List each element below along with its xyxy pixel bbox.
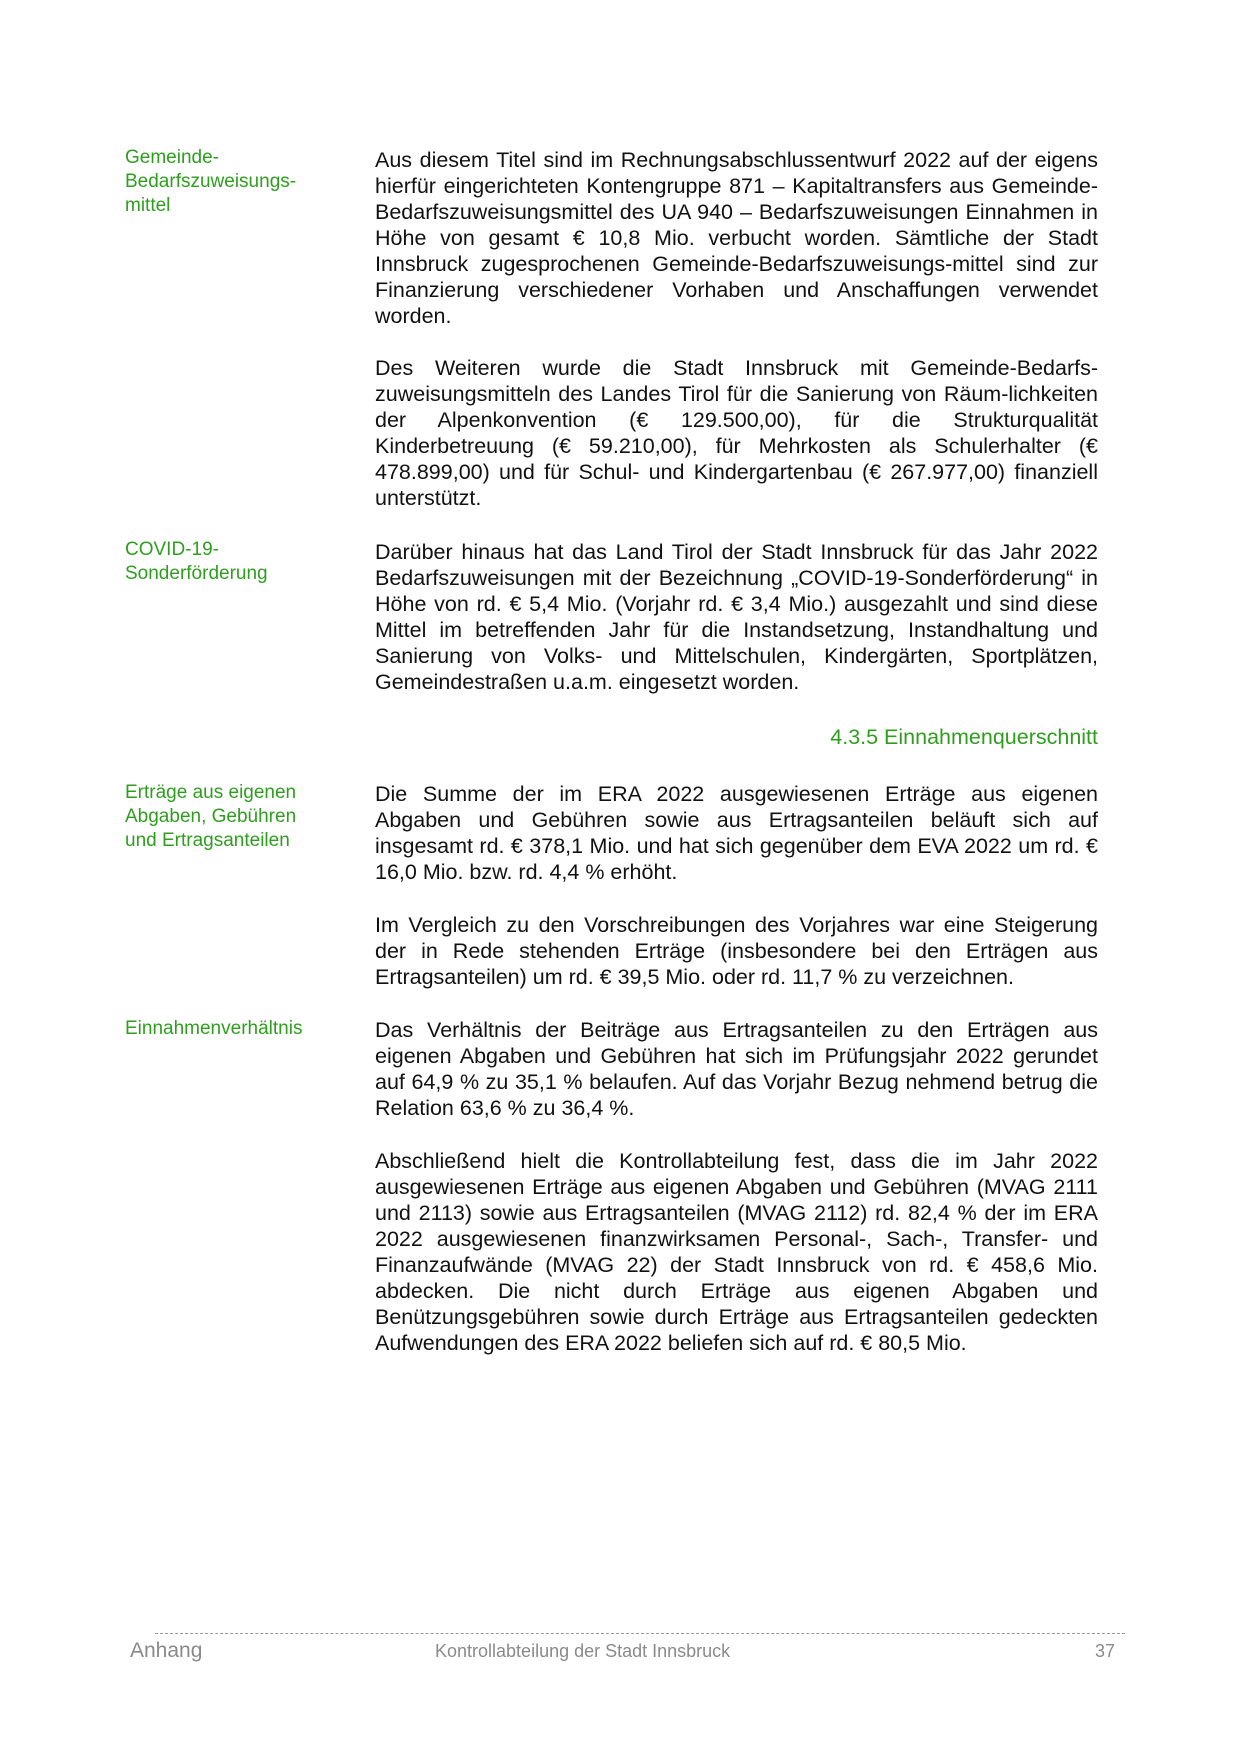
footer-organisation: Kontrollabteilung der Stadt Innsbruck [435, 1641, 731, 1661]
section-heading: 4.3.5 Einnahmenquerschnitt [830, 725, 1098, 749]
footer-divider [155, 1633, 1125, 1634]
footer-section: Anhang [130, 1639, 203, 1662]
side-note-einnahmenverhaeltnis: Einnahmenverhältnis [125, 1018, 303, 1039]
paragraph-bedarfszuweisungen: Aus diesem Titel sind im Rechnungsabschlussentwurf 2022 auf der eigens hierfür eingerichteten Kontengruppe 871 – Kapitaltransfers aus Gemeinde-Bedarfszuweisungsmittel des UA 940 – Bedarfszuweisungen Einnahmen in Höhe von gesamt € 10,8 Mio. verbucht worden. Sämtliche der Stadt Innsbruck zugesprochenen Gemeinde-Bedarfszuweisungs-mittel sind zur Finanzierung verschiedener Vorhaben und Anschaffungen verwendet worden. [375, 148, 1098, 328]
paragraph-abschluss: Abschließend hielt die Kontrollabteilung fest, dass die im Jahr 2022 ausgewiesenen Erträge aus eigenen Abgaben und Gebühren (MVAG 2111 und 2113) sowie aus Ertragsanteilen (MVAG 2112) rd. 82,4 % der im ERA 2022 ausgewiesenen finanzwirksamen Personal-, Sach-, Transfer- und Finanzaufwände (MVAG 22) der Stadt Innsbruck von rd. € 458,6 Mio. abdecken. Die nicht durch Erträge aus eigenen Abgaben und Benützungsgebühren sowie durch Erträge aus Ertragsanteilen gedeckten Aufwendungen des ERA 2022 beliefen sich auf rd. € 80,5 Mio. [375, 1149, 1098, 1355]
paragraph-verhaeltnis: Das Verhältnis der Beiträge aus Ertragsanteilen zu den Erträgen aus eigenen Abgaben und Gebühren hat sich im Prüfungsjahr 2022 gerundet auf 64,9 % zu 35,1 % belaufen. Auf das Vorjahr Bezug nehmend betrug die Relation 63,6 % zu 36,4 %. [375, 1018, 1098, 1120]
side-note-bedarfszuweisungsmittel: Gemeinde- Bedarfszuweisungs- mittel [125, 147, 297, 216]
paragraph-vergleich-vorjahr: Im Vergleich zu den Vorschreibungen des Vorjahres war eine Steigerung der in Rede stehenden Erträge (insbesondere bei den Erträgen aus Ertragsanteilen) um rd. € 39,5 Mio. oder rd. 11,7 % zu verzeichnen. [375, 913, 1098, 989]
side-note-ertraege: Erträge aus eigenen Abgaben, Gebühren und Ertragsanteilen [125, 782, 297, 851]
side-note-covid: COVID-19- Sonderförderung [125, 539, 268, 584]
paragraph-summe-ertraege: Die Summe der im ERA 2022 ausgewiesenen Erträge aus eigenen Abgaben und Gebühren sowie aus Ertragsanteilen beläuft sich auf insgesamt rd. € 378,1 Mio. und hat sich gegenüber dem EVA 2022 um rd. € 16,0 Mio. bzw. rd. 4,4 % erhöht. [375, 782, 1098, 884]
paragraph-covid-sonderfoerderung: Darüber hinaus hat das Land Tirol der Stadt Innsbruck für das Jahr 2022 Bedarfszuweisungen mit der Bezeichnung „COVID-19-Sonderförderung“ in Höhe von rd. € 5,4 Mio. (Vorjahr rd. € 3,4 Mio.) ausgezahlt und sind diese Mittel im betreffenden Jahr für die Instandsetzung, Instandhaltung und Sanierung von Volks- und Mittelschulen, Kindergärten, Sportplätzen, Gemeindestraßen u.a.m. eingesetzt worden. [375, 540, 1098, 694]
paragraph-weitere-zuweisungen: Des Weiteren wurde die Stadt Innsbruck mit Gemeinde-Bedarfs-zuweisungsmitteln des Landes Tirol für die Sanierung von Räum-lichkeiten der Alpenkonvention (€ 129.500,00), für die Strukturqualität Kinderbetreuung (€ 59.210,00), für Mehrkosten als Schulerhalter (€ 478.899,00) und für Schul- und Kindergartenbau (€ 267.977,00) finanziell unterstützt. [375, 356, 1098, 510]
page-number: 37 [1094, 1641, 1115, 1661]
